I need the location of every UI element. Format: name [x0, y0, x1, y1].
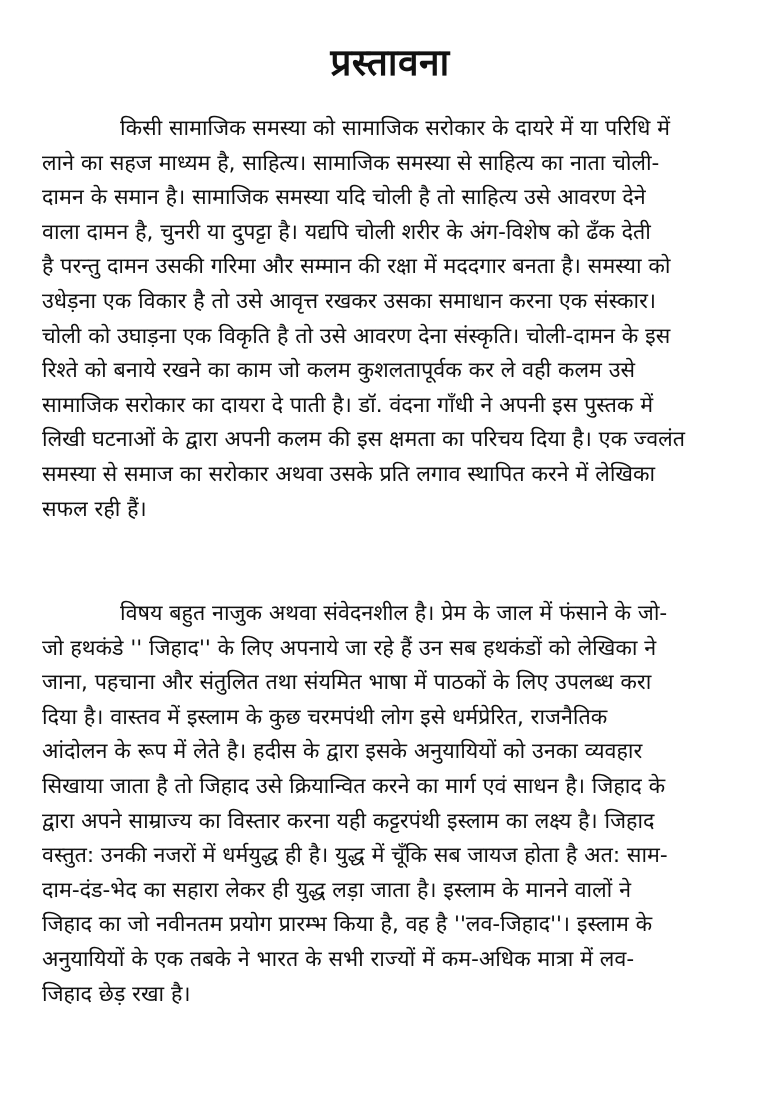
text-line: जिहाद छेड़ रखा है। [42, 981, 191, 1007]
text-line: जाना, पहचाना और संतुलित तथा संयमित भाषा में पाठकों के लिए उपलब्ध करा [42, 670, 652, 696]
text-line: किसी सामाजिक समस्या को सामाजिक सरोकार के दायरे में या परिधि में [120, 116, 671, 141]
text-line: वस्तुत: उनकी नजरों में धर्मयुद्ध ही है। युद्ध में चूँकि सब जायज होता है अत: साम- [42, 843, 668, 869]
text-line: जो हथकंडे '' जिहाद'' के लिए अपनाये जा रहे हैं उन सब हथकंडों को लेखिका ने [42, 635, 657, 661]
text-line: अनुयायियों के एक तबके ने भारत के सभी राज्यों में कम-अधिक मात्रा में लव- [42, 946, 635, 972]
text-line: लिखी घटनाओं के द्वारा अपनी कलम की इस क्षमता का परिचय दिया है। एक ज्वलंत [42, 427, 686, 453]
text-line: सामाजिक सरोकार का दायरा दे पाती है। डॉ. वंदना गाँधी ने अपनी इस पुस्तक में [42, 392, 654, 418]
text-line: उधेड़ना एक विकार है तो उसे आवृत्त रखकर उसका समाधान करना एक संस्कार। [42, 288, 657, 314]
text-line: सफल रही हैं। [42, 496, 147, 522]
text-line: दिया है। वास्तव में इस्लाम के कुछ चरमपंथी लोग इसे धर्मप्रेरित, राजनैतिक [42, 704, 608, 730]
text-line: जिहाद का जो नवीनतम प्रयोग प्रारम्भ किया है, वह है ''लव-जिहाद''। इस्लाम के [42, 912, 653, 938]
text-line: विषय बहुत नाजुक अथवा संवेदनशील है। प्रेम के जाल में फंसाने के जो- [120, 601, 668, 626]
text-line: सिखाया जाता है तो जिहाद उसे क्रियान्वित करने का मार्ग एवं साधन है। जिहाद के [42, 773, 666, 799]
text-line: दामन के समान है। सामाजिक समस्या यदि चोली है तो साहित्य उसे आवरण देने [42, 185, 646, 211]
text-line: आंदोलन के रूप में लेते है। हदीस के द्वारा इसके अनुयायियों को उनका व्यवहार [42, 739, 643, 765]
text-line: रिश्ते को बनाये रखने का काम जो कलम कुशलतापूर्वक कर ले वही कलम उसे [42, 358, 636, 384]
text-line: द्वारा अपने साम्राज्य का विस्तार करना यही कट्टरपंथी इस्लाम का लक्ष्य है। जिहाद [42, 808, 655, 834]
text-line: समस्या से समाज का सरोकार अथवा उसके प्रति लगाव स्थापित करने में लेखिका [42, 461, 656, 487]
text-line: चोली को उघाड़ना एक विकृति है तो उसे आवरण देना संस्कृति। चोली-दामन के इस [42, 323, 671, 349]
page-title: प्रस्तावना [330, 41, 450, 84]
text-line: लाने का सहज माध्यम है, साहित्य। सामाजिक समस्या से साहित्य का नाता चोली- [42, 150, 660, 176]
text-line: वाला दामन है, चुनरी या दुपट्टा है। यद्यपि चोली शरीर के अंग-विशेष को ढँक देती [42, 219, 651, 245]
paragraph-2 [42, 597, 760, 1012]
paragraph-1 [42, 112, 760, 527]
text-line: दाम-दंड-भेद का सहारा लेकर ही युद्ध लड़ा जाता है। इस्लाम के मानने वालों ने [42, 877, 632, 903]
text-line: है परन्तु दामन उसकी गरिमा और सम्मान की रक्षा में मददगार बनता है। समस्या को [42, 254, 671, 280]
